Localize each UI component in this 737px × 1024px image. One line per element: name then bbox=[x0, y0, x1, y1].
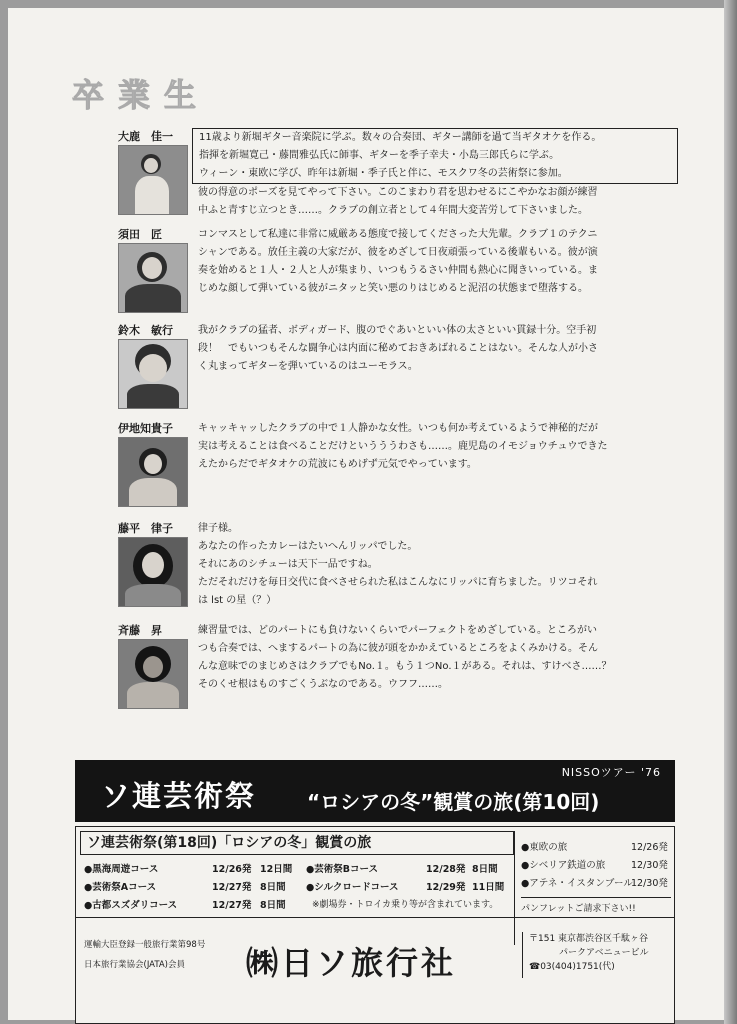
description-line: つも合奏では、へまするパートの為に彼が頭をかかえているところをよくみかける。そん bbox=[198, 643, 598, 654]
member-photo bbox=[118, 339, 188, 409]
member-photo bbox=[118, 537, 188, 607]
member-description bbox=[198, 226, 678, 298]
course-name: ●黒海周遊コース bbox=[84, 864, 159, 875]
member-description bbox=[198, 420, 678, 474]
ad-note: ※劇場券・トロイカ乗り等が含まれています。 bbox=[312, 900, 499, 910]
course-name: ●シルクロードコース bbox=[306, 882, 399, 893]
photo-face bbox=[142, 552, 164, 578]
course-item bbox=[84, 879, 286, 893]
description-line: キャッキャッしたクラブの中で１人静かな女性。いつも何か考えているようで神秘的だが bbox=[198, 423, 598, 434]
member-entry bbox=[118, 622, 678, 714]
member-name: 伊地知貴子 bbox=[118, 422, 173, 435]
member-entry bbox=[118, 322, 678, 412]
course-days: 11日間 bbox=[472, 882, 505, 893]
member-description bbox=[198, 622, 678, 694]
tour-date: 12/26発 bbox=[631, 842, 668, 853]
course-name: ●芸術祭Bコース bbox=[306, 864, 379, 875]
member-name: 鈴木 敏行 bbox=[118, 324, 173, 337]
ad-tag: NISSOツアー '76 bbox=[561, 766, 661, 779]
course-date: 12/27発 bbox=[212, 882, 252, 893]
member-name: 藤平 律子 bbox=[118, 522, 173, 535]
member-description bbox=[198, 128, 678, 220]
tour-name: ●アテネ・イスタンブール bbox=[521, 878, 633, 889]
ad-details bbox=[75, 826, 675, 1024]
description-line: ウィーン・東欧に学び、昨年は新堀・季子氏と伴に、モスクワ冬の芸術祭に参加。 bbox=[199, 168, 568, 179]
member-description bbox=[198, 520, 678, 610]
address-line: パークアベニュービル bbox=[559, 948, 649, 958]
photo-body bbox=[127, 682, 179, 709]
tour-item bbox=[521, 857, 668, 871]
course-date: 12/28発 bbox=[426, 864, 466, 875]
course-item bbox=[306, 861, 498, 875]
photo-body bbox=[129, 478, 177, 507]
course-item bbox=[84, 897, 286, 911]
description-line: 実は考えることは食べることだけというううわさも……。鹿児島のイモジョウチュウできた bbox=[198, 441, 608, 452]
description-line: 11歳より新堀ギター音楽院に学ぶ。数々の合奏団、ギター講師を過て当ギタオケを作る。 bbox=[199, 132, 602, 143]
description-line: それにあのシチューは天下一品ですね。 bbox=[198, 559, 378, 570]
member-entry bbox=[118, 520, 678, 612]
course-item bbox=[306, 879, 505, 893]
photo-face bbox=[142, 257, 162, 279]
tour-date: 12/30発 bbox=[631, 860, 668, 871]
ad-subtitle: “ロシアの冬”観賞の旅(第10回) bbox=[307, 790, 600, 814]
photo-body bbox=[125, 584, 181, 607]
tour-item bbox=[521, 875, 668, 889]
description-line: 我がクラブの猛者、ボディガード、腹のでぐあいといい体の太さといい貫録十分。空手初 bbox=[198, 325, 597, 336]
description-line: 指揮を新堀寛己・藤間雅弘氏に師事、ギターを季子幸夫・小島三郎氏らに学ぶ。 bbox=[199, 150, 560, 161]
ad-pamphlet-request: パンフレットご請求下さい!! bbox=[521, 897, 671, 914]
member-photo bbox=[118, 639, 188, 709]
description-line: 中ふと青すじ立つとき……。クラブの創立者として４年間大変苦労して下さいました。 bbox=[198, 205, 588, 216]
course-days: 12日間 bbox=[260, 864, 293, 875]
member-entry bbox=[118, 226, 678, 316]
ad-membership: 日本旅行業協会(JATA)会員 bbox=[84, 960, 185, 970]
course-name: ●古都スズダリコース bbox=[84, 900, 178, 911]
address-line: 〒151 東京都渋谷区千駄ヶ谷 bbox=[529, 934, 649, 944]
description-line: シャンである。放任主義の大家だが、彼をめざして日夜頑張っている後輩もいる。彼が演 bbox=[198, 247, 598, 258]
member-name: 斉藤 昇 bbox=[118, 624, 162, 637]
course-days: 8日間 bbox=[260, 882, 286, 893]
ad-sub-heading: ソ連芸術祭(第18回)「ロシアの冬」観賞の旅 bbox=[80, 831, 514, 855]
description-line: ただそれだけを毎日交代に食べさせられた私はこんなにリッパに育ちました。リツコそれ bbox=[198, 577, 598, 588]
member-photo bbox=[118, 145, 188, 215]
description-line: んな意味でのまじめさはクラブでもNo.１。もう１つNo.１がある。それは、すけべさ……？ bbox=[198, 661, 612, 672]
photo-face bbox=[139, 354, 167, 382]
tour-item bbox=[521, 839, 668, 853]
course-name: ●芸術祭Aコース bbox=[84, 882, 157, 893]
photo-face bbox=[144, 454, 162, 474]
description-line: コンマスとして私達に非常に威厳ある態度で接してくださった大先輩。クラブ１のテクニ bbox=[198, 229, 598, 240]
ad-address bbox=[522, 932, 649, 978]
course-date: 12/26発 bbox=[212, 864, 252, 875]
tour-name: ●東欧の旅 bbox=[521, 842, 568, 853]
member-description bbox=[198, 322, 678, 376]
description-line: 練習量では、どのパートにも負けないくらいでパーフェクトをめざしている。ところがい bbox=[198, 625, 597, 636]
description-line: 律子様。 bbox=[198, 523, 238, 534]
member-entry bbox=[118, 420, 678, 512]
ad-banner bbox=[75, 760, 675, 822]
photo-body bbox=[127, 384, 179, 409]
ad-title: ソ連芸術祭 bbox=[101, 779, 257, 813]
member-name: 須田 匠 bbox=[118, 228, 162, 241]
tour-name: ●シベリア鉄道の旅 bbox=[521, 860, 606, 871]
phone-number: ☎03(404)1751(代) bbox=[529, 962, 615, 972]
member-photo bbox=[118, 243, 188, 313]
tour-date: 12/30発 bbox=[631, 878, 668, 889]
course-days: 8日間 bbox=[260, 900, 286, 911]
description-line: 彼の得意のポーズを見てやって下さい。このこまわり君を思わせるにこやかなお顔が練習 bbox=[198, 187, 598, 198]
description-boxed bbox=[192, 128, 678, 184]
course-item bbox=[84, 861, 293, 875]
ad-company-name: ㈱日ソ旅行社 bbox=[246, 944, 457, 982]
course-days: 8日間 bbox=[472, 864, 498, 875]
description-line: えたからだでギタオケの荒波にもめげず元気でやっています。 bbox=[198, 459, 477, 470]
photo-body bbox=[125, 284, 181, 313]
description-line: 奏を始めると１人・２人と人が集まり、いつもうるさい仲間も熱心に聞きいっている。ま bbox=[198, 265, 598, 276]
member-photo bbox=[118, 437, 188, 507]
member-name: 大鹿 佳一 bbox=[118, 130, 173, 143]
description-line: く丸まってギターを弾いているのはユーモラス。 bbox=[198, 361, 418, 372]
photo-body bbox=[135, 176, 169, 214]
member-entry bbox=[118, 128, 678, 220]
description-line: は lst の星（？） bbox=[198, 595, 277, 606]
photo-face bbox=[143, 656, 163, 678]
description-line: そのくせ根はものすごくうぶなのである。ウフフ……。 bbox=[198, 679, 448, 690]
course-date: 12/27発 bbox=[212, 900, 252, 911]
description-line: あなたの作ったカレーはたいへんリッパでした。 bbox=[198, 541, 418, 552]
description-line: じめな顔して弾いている彼がニタッと笑い悪のりはじめると泥沼の状態まで堕落する。 bbox=[198, 283, 588, 294]
page-heading: 卒業生 bbox=[72, 76, 211, 114]
description-line: 段！ でもいつもそんな闘争心は内面に秘めておきあばれることはない。そんな人が小さ bbox=[198, 343, 598, 354]
photo-face bbox=[144, 158, 158, 173]
page-edge-shadow bbox=[724, 0, 737, 1024]
ad-company-footer bbox=[76, 917, 674, 1022]
ad-registration: 運輸大臣登録一般旅行業第98号 bbox=[84, 940, 206, 950]
course-date: 12/29発 bbox=[426, 882, 466, 893]
